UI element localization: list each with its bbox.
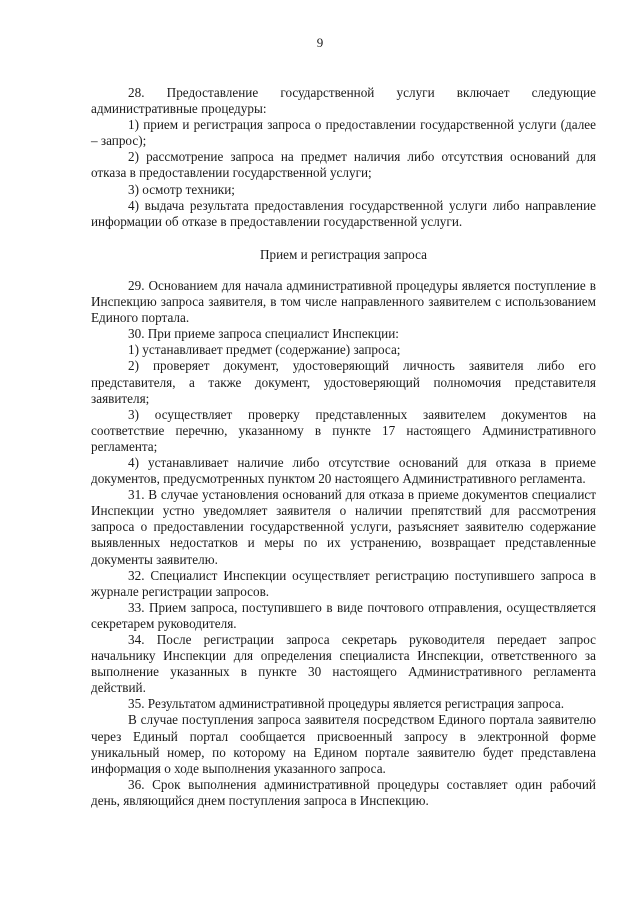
paragraph-28-intro: 28. Предоставление государственной услуги включает следующие административные процедуры: [91,85,596,117]
paragraph-30-item-4: 4) устанавливает наличие либо отсутствие оснований для отказа в приеме документов, предусмотренных пунктом 20 настоящего Административного регламента. [91,454,596,487]
paragraph-35-portal: В случае поступления запроса заявителя посредством Единого портала заявителю через Единый портал сообщается присвоенный запросу в электронной форме уникальный номер, по которому на Едином портале заявителю будет представлена информация о ходе выполнения указанного запроса. [91,712,596,776]
paragraph-30-item-1: 1) устанавливает предмет (содержание) запроса; [128,342,401,358]
paragraph-30-item-3: 3) осуществляет проверку представленных заявителем документов на соответствие перечню, указанному в пункте 17 настоящего Административного регламента; [91,406,596,454]
paragraph-35: 35. Результатом административной процедуры является регистрация запроса. [128,696,565,712]
page-number: 9 [316,35,324,50]
list-item-3: 3) осмотр техники; [128,181,235,197]
paragraph-34: 34. После регистрации запроса секретарь руководителя передает запрос начальнику Инспекции для определения специалиста Инспекции, ответственного за выполнение указанных в пункте 30 настоящего Административного регламента действий. [91,632,596,696]
paragraph-32: 32. Специалист Инспекции осуществляет регистрацию поступившего запроса в журнале регистрации запросов. [91,567,596,599]
paragraph-33: 33. Прием запроса, поступившего в виде почтового отправления, осуществляется секретарем руководителя. [91,599,596,631]
paragraph-30-item-2: 2) проверяет документ, удостоверяющий личность заявителя либо его представителя, а также документ, удостоверяющий полномочия представителя заявителя; [91,358,596,406]
paragraph-30: 30. При приеме запроса специалист Инспекции: [128,326,399,342]
list-item-1: 1) прием и регистрация запроса о предоставлении государственной услуги (далее – запрос); [91,117,596,149]
paragraph-31: 31. В случае установления оснований для отказа в приеме документов специалист Инспекции устно уведомляет заявителя о наличии препятствий для рассмотрения запроса о предоставлении государственной услуги, разъясняет заявителю содержание выявленных недостатков и меры по их устранению, возвращает представленные документы заявителю. [91,487,596,567]
document-body [91,85,596,809]
list-item-2: 2) рассмотрение запроса на предмет наличия либо отсутствия оснований для отказа в предоставлении государственной услуги; [91,149,596,181]
paragraph-29: 29. Основанием для начала административной процедуры является поступление в Инспекцию запроса заявителя, в том числе направленного заявителем с использованием Единого портала. [91,277,596,326]
paragraph-36: 36. Срок выполнения административной процедуры составляет один рабочий день, являющийся днем поступления запроса в Инспекцию. [91,776,596,808]
section-heading: Прием и регистрация запроса [260,246,427,262]
list-item-4: 4) выдача результата предоставления государственной услуги либо направление информации об отказе в предоставлении государственной услуги. [91,197,596,229]
